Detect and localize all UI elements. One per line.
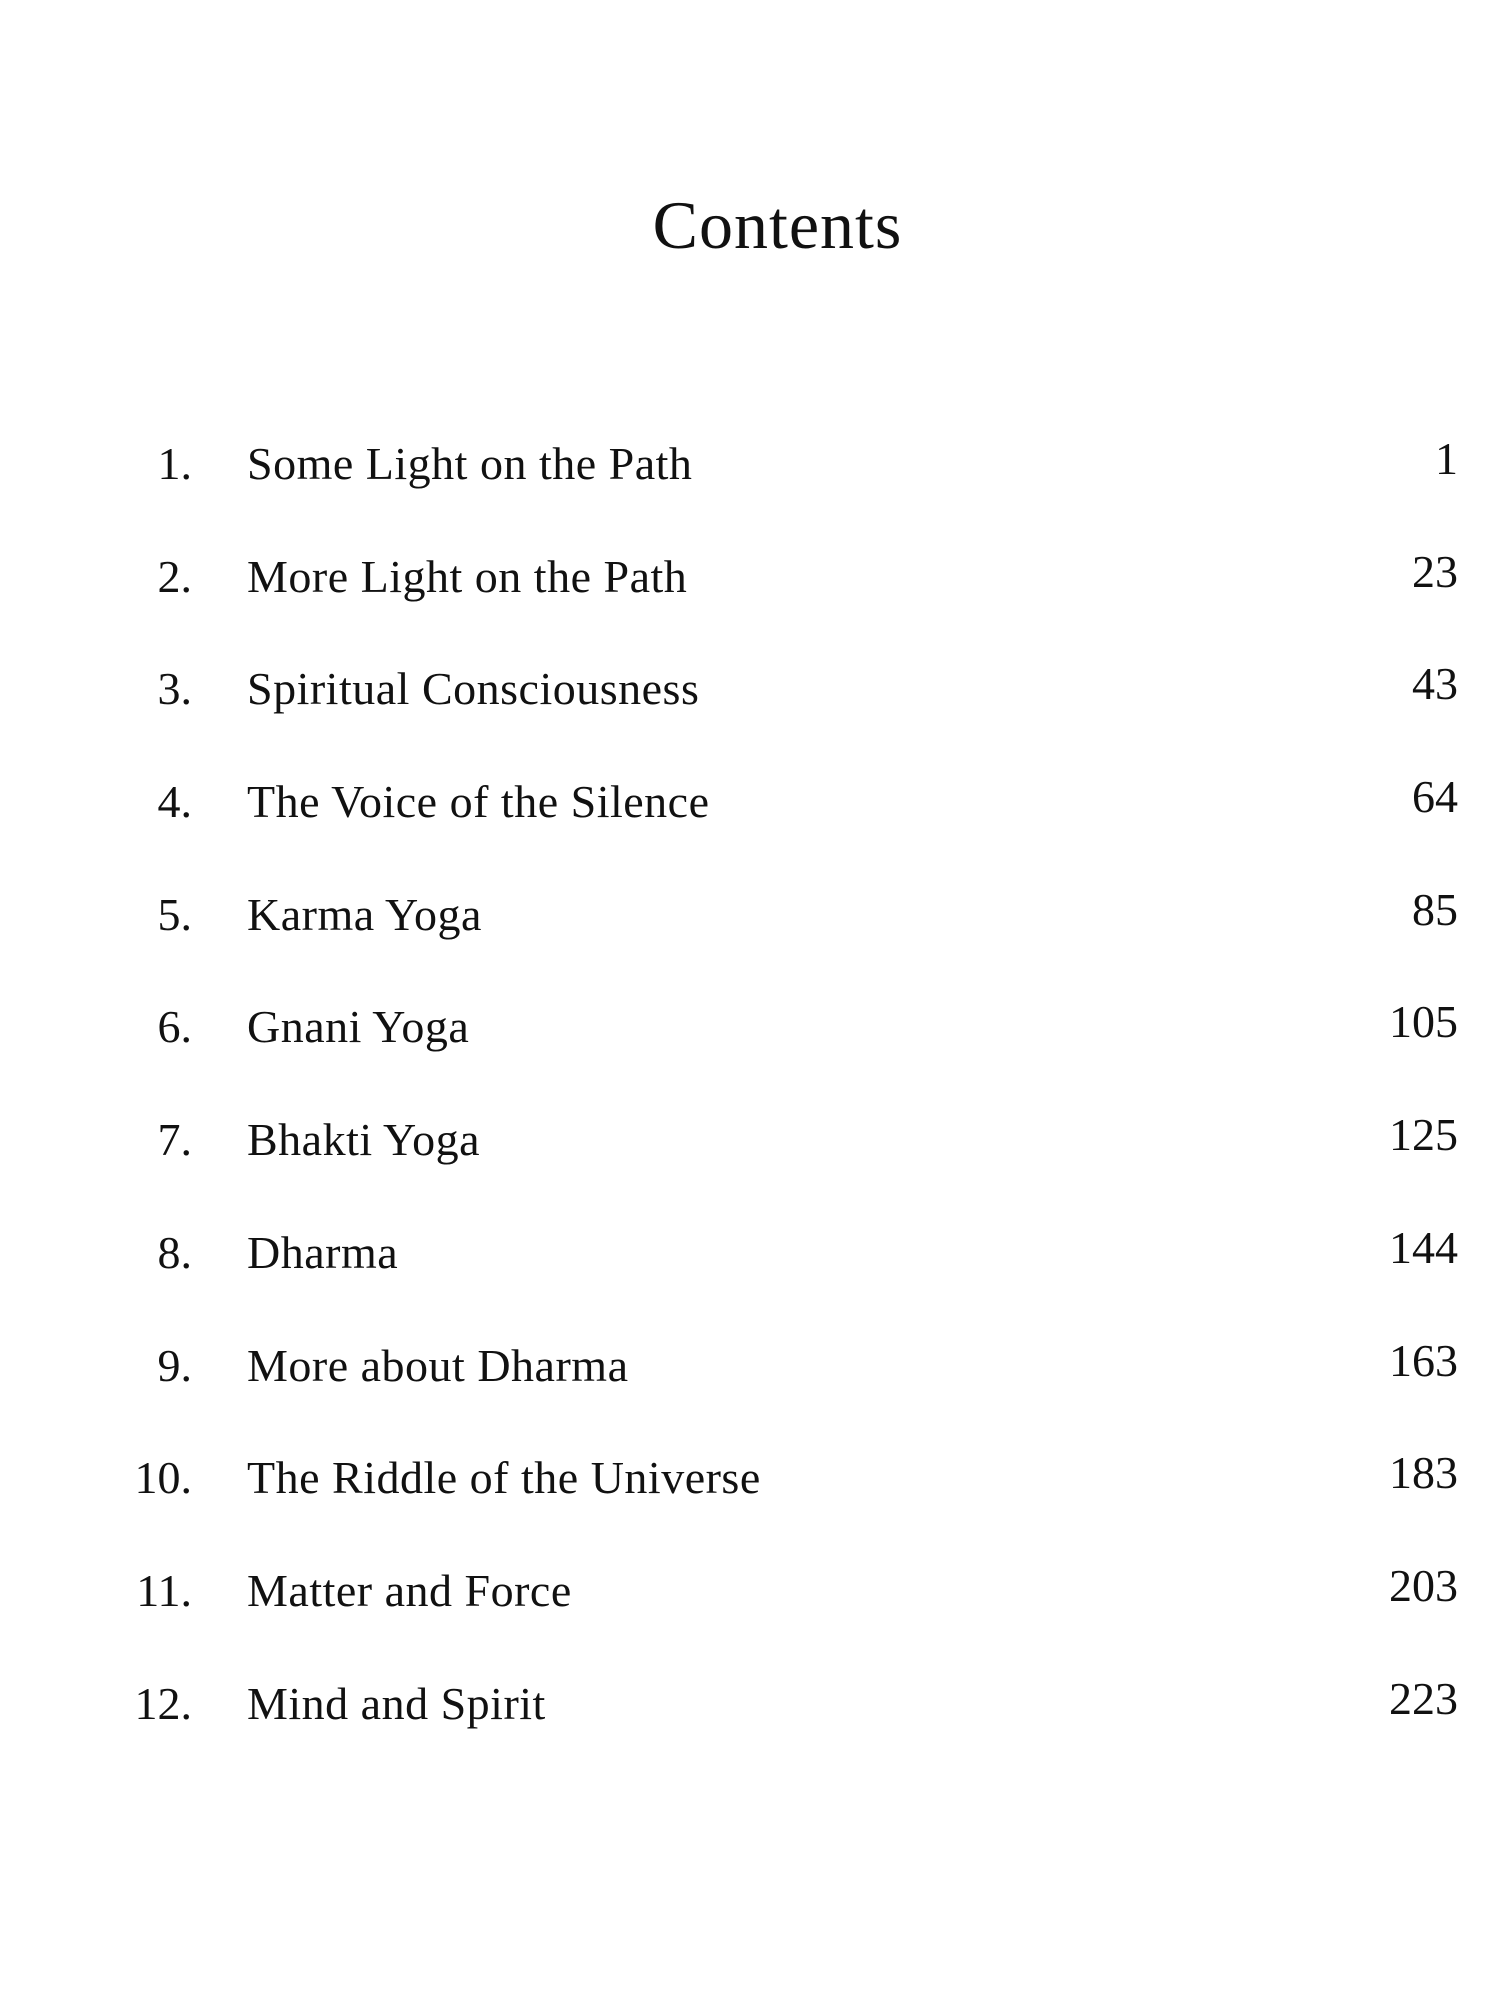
chapter-title: Bhakti Yoga: [247, 1114, 480, 1166]
page-number: 85: [1412, 883, 1458, 935]
chapter-title: The Riddle of the Universe: [247, 1452, 761, 1504]
chapter-title: Matter and Force: [247, 1564, 572, 1616]
toc-entry: [0, 1092, 1500, 1205]
page-number: 125: [1389, 1109, 1458, 1161]
toc-entry: [0, 1205, 1500, 1318]
page-number: 64: [1412, 771, 1458, 823]
chapter-title: Spiritual Consciousness: [247, 663, 700, 715]
toc-entry: [0, 867, 1500, 980]
page-title: Contents: [652, 187, 903, 263]
chapter-number: 2.: [157, 550, 192, 602]
toc-entry: [0, 1656, 1500, 1769]
page-number: 1: [1435, 433, 1458, 484]
toc-entry: [0, 754, 1500, 867]
toc-entry: [0, 529, 1500, 642]
page-number: 144: [1389, 1221, 1458, 1273]
toc-entry: [0, 1430, 1500, 1543]
chapter-number: 11.: [136, 1564, 192, 1616]
toc-entry: [0, 1543, 1500, 1656]
toc-entry: [0, 1318, 1500, 1431]
chapter-number: 5.: [157, 888, 192, 940]
chapter-title: More about Dharma: [247, 1339, 629, 1391]
chapter-title: More Light on the Path: [247, 550, 688, 602]
chapter-title: Karma Yoga: [247, 888, 482, 940]
chapter-number: 8.: [157, 1226, 192, 1278]
chapter-title: Dharma: [247, 1226, 399, 1278]
chapter-number: 4.: [157, 776, 192, 828]
chapter-title: Gnani Yoga: [247, 1001, 470, 1053]
page-number: 163: [1389, 1334, 1458, 1386]
chapter-number: 1.: [157, 438, 192, 489]
page-number: 183: [1389, 1447, 1458, 1499]
chapter-number: 9.: [157, 1339, 192, 1391]
chapter-number: 6.: [157, 1001, 192, 1053]
page-number: 23: [1412, 545, 1458, 597]
page-number: 43: [1412, 658, 1458, 710]
chapter-title: Mind and Spirit: [247, 1677, 546, 1729]
page-number: 223: [1389, 1672, 1458, 1724]
toc-entry: [0, 416, 1500, 529]
page-number: 203: [1389, 1559, 1458, 1611]
toc-entry: [0, 979, 1500, 1092]
chapter-number: 7.: [157, 1114, 192, 1166]
page-number: 105: [1389, 996, 1458, 1048]
chapter-number: 10.: [134, 1452, 192, 1504]
chapter-number: 3.: [157, 663, 192, 715]
toc-entry: [0, 641, 1500, 754]
chapter-title: Some Light on the Path: [247, 438, 693, 489]
table-of-contents: [0, 416, 1500, 1768]
chapter-title: The Voice of the Silence: [247, 776, 710, 828]
chapter-number: 12.: [134, 1677, 192, 1729]
